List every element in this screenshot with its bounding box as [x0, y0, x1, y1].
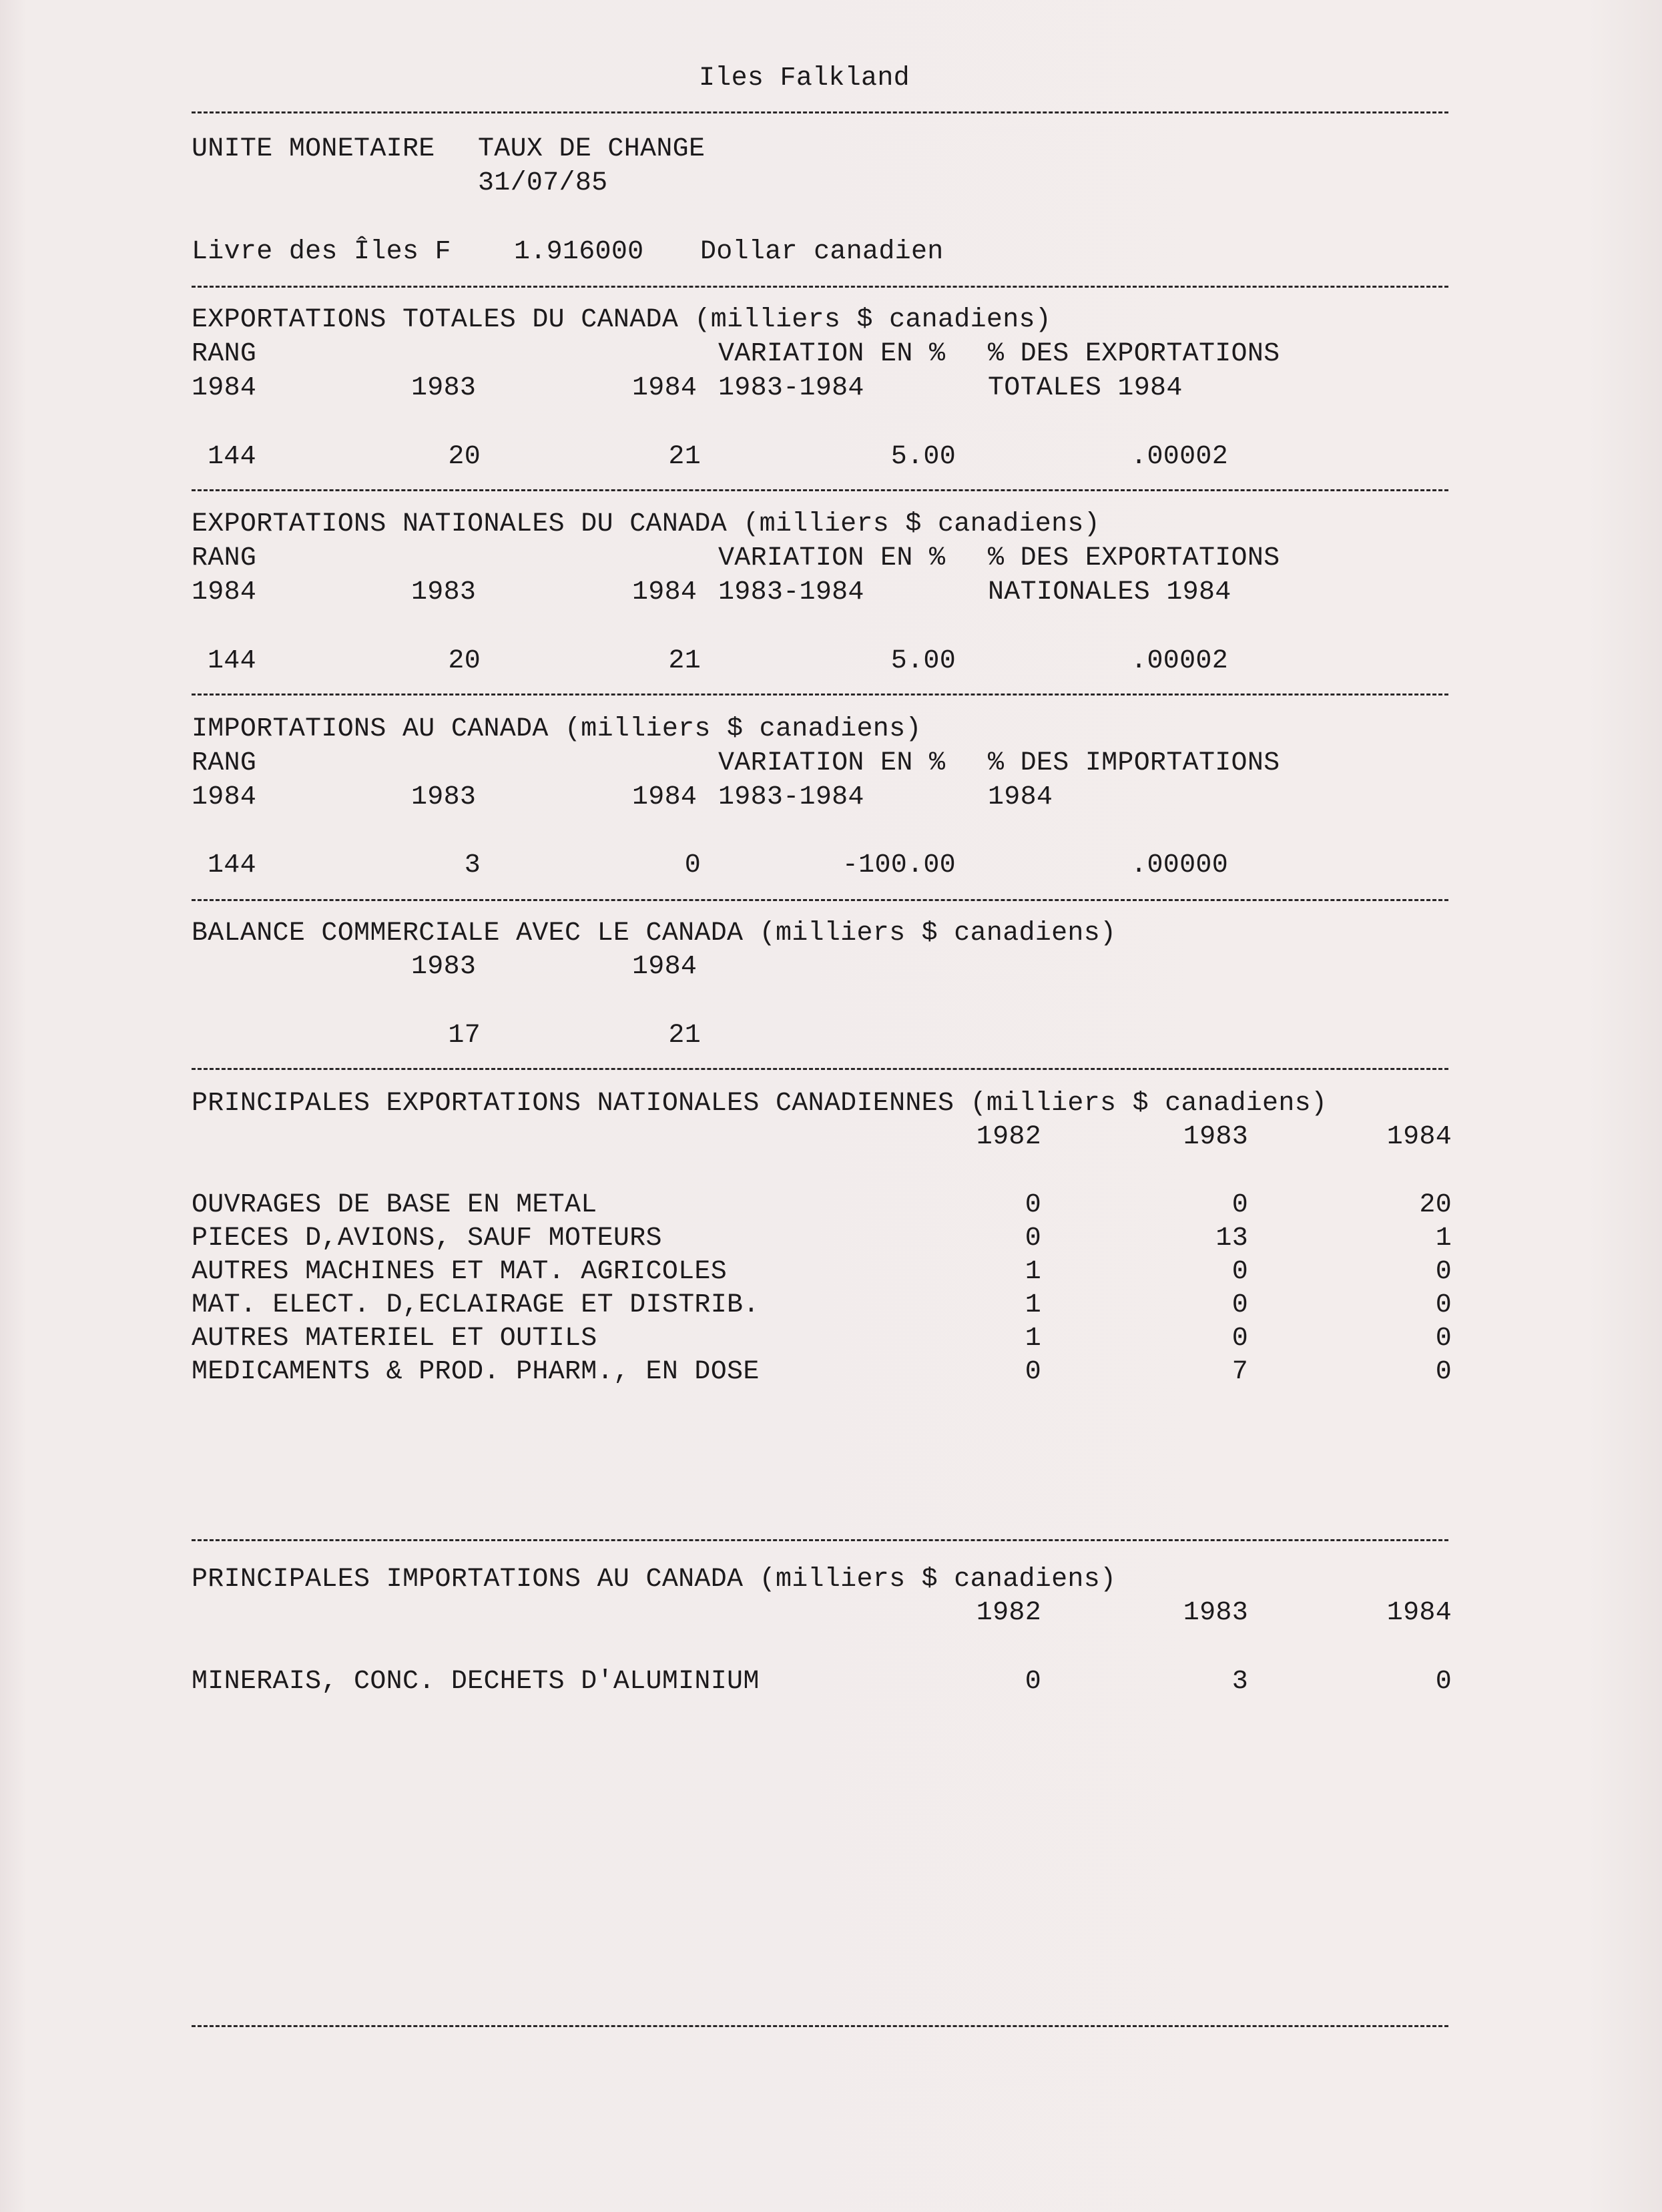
exchange-rate-date: 31/07/85: [478, 168, 608, 198]
value-1984: 21: [668, 646, 701, 676]
value-variation: 5.00: [890, 646, 956, 676]
export-item-1983: 0: [1231, 1290, 1248, 1320]
header-year: 1983: [411, 373, 477, 403]
header-year: 1984: [1386, 1598, 1452, 1628]
header-pct-detail: 1984: [988, 782, 1053, 812]
header-pct: % DES EXPORTATIONS: [988, 339, 1280, 369]
header-pct: % DES EXPORTATIONS: [988, 543, 1280, 573]
export-item-1982: 1: [1025, 1290, 1041, 1320]
header-year: 1983: [1183, 1598, 1248, 1628]
value-1984: 21: [668, 442, 701, 472]
header-pct: % DES IMPORTATIONS: [988, 748, 1280, 778]
header-year: 1983: [411, 952, 477, 982]
divider: [192, 111, 1448, 113]
value-1983: 20: [448, 646, 481, 676]
header-rang: RANG: [192, 339, 257, 369]
divider: [192, 1068, 1448, 1070]
header-period: 1983-1984: [718, 373, 864, 403]
export-item-label: AUTRES MATERIEL ET OUTILS: [192, 1324, 597, 1354]
import-item-1983: 3: [1231, 1667, 1248, 1697]
base-currency: Dollar canadien: [700, 237, 944, 267]
header-variation: VARIATION EN %: [718, 339, 946, 369]
value-rank: 144: [208, 646, 256, 676]
export-item-1982: 1: [1025, 1257, 1041, 1287]
value-rank: 144: [208, 850, 256, 880]
import-item-label: MINERAIS, CONC. DECHETS D'ALUMINIUM: [192, 1667, 760, 1697]
header-year: 1983: [411, 577, 477, 607]
currency-unit-label: UNITE MONETAIRE: [192, 134, 435, 164]
value-1984: 0: [684, 850, 701, 880]
section-heading-main-exports: PRINCIPALES EXPORTATIONS NATIONALES CANADIENNES (milliers $ canadiens): [192, 1089, 1328, 1119]
export-item-1984: 1: [1435, 1223, 1452, 1254]
export-item-1982: 0: [1025, 1190, 1041, 1220]
section-heading-balance: BALANCE COMMERCIALE AVEC LE CANADA (milliers $ canadiens): [192, 918, 1117, 948]
divider: [192, 489, 1448, 491]
value-pct: .00000: [1131, 850, 1228, 880]
exchange-rate-label: TAUX DE CHANGE: [478, 134, 706, 164]
header-year: 1983: [411, 782, 477, 812]
export-item-1983: 13: [1215, 1223, 1248, 1254]
value-variation: 5.00: [890, 442, 956, 472]
value-1983: 3: [464, 850, 481, 880]
export-item-1984: 20: [1419, 1190, 1452, 1220]
value-pct: .00002: [1131, 442, 1228, 472]
header-year: 1984: [1386, 1122, 1452, 1152]
header-year: 1982: [976, 1598, 1041, 1628]
divider: [192, 2025, 1448, 2027]
export-item-1982: 1: [1025, 1324, 1041, 1354]
export-item-label: AUTRES MACHINES ET MAT. AGRICOLES: [192, 1257, 728, 1287]
divider: [192, 1539, 1448, 1541]
divider: [192, 286, 1448, 288]
page-title: Iles Falkland: [699, 63, 910, 93]
export-item-1984: 0: [1435, 1257, 1452, 1287]
header-year: 1984: [632, 782, 698, 812]
header-year: 1984: [632, 373, 698, 403]
value-1983: 17: [448, 1021, 481, 1051]
export-item-1984: 0: [1435, 1357, 1452, 1387]
header-year: 1983: [1183, 1122, 1248, 1152]
section-heading-domestic-exports: EXPORTATIONS NATIONALES DU CANADA (milliers $ canadiens): [192, 509, 1101, 539]
value-pct: .00002: [1131, 646, 1228, 676]
exchange-rate-value: 1.916000: [514, 237, 644, 267]
section-heading-imports: IMPORTATIONS AU CANADA (milliers $ canadiens): [192, 714, 922, 744]
export-item-1983: 7: [1231, 1357, 1248, 1387]
currency-name: Livre des Îles F: [192, 237, 451, 267]
export-item-label: MAT. ELECT. D,ECLAIRAGE ET DISTRIB.: [192, 1290, 760, 1320]
export-item-1984: 0: [1435, 1290, 1452, 1320]
divider: [192, 899, 1448, 901]
export-item-1983: 0: [1231, 1190, 1248, 1220]
export-item-label: MEDICAMENTS & PROD. PHARM., EN DOSE: [192, 1357, 760, 1387]
header-pct-detail: NATIONALES 1984: [988, 577, 1231, 607]
header-year: 1984: [192, 782, 257, 812]
header-period: 1983-1984: [718, 577, 864, 607]
export-item-label: PIECES D,AVIONS, SAUF MOTEURS: [192, 1223, 662, 1254]
header-year: 1982: [976, 1122, 1041, 1152]
export-item-1982: 0: [1025, 1357, 1041, 1387]
section-heading-total-exports: EXPORTATIONS TOTALES DU CANADA (milliers $ canadiens): [192, 305, 1052, 335]
export-item-label: OUVRAGES DE BASE EN METAL: [192, 1190, 597, 1220]
header-variation: VARIATION EN %: [718, 543, 946, 573]
header-rang: RANG: [192, 748, 257, 778]
import-item-1984: 0: [1435, 1667, 1452, 1697]
header-year: 1984: [192, 373, 257, 403]
header-pct-detail: TOTALES 1984: [988, 373, 1183, 403]
value-1984: 21: [668, 1021, 701, 1051]
header-year: 1984: [632, 577, 698, 607]
header-year: 1984: [192, 577, 257, 607]
value-variation: -100.00: [842, 850, 956, 880]
import-item-1982: 0: [1025, 1667, 1041, 1697]
divider: [192, 694, 1448, 696]
header-rang: RANG: [192, 543, 257, 573]
export-item-1983: 0: [1231, 1324, 1248, 1354]
export-item-1983: 0: [1231, 1257, 1248, 1287]
header-year: 1984: [632, 952, 698, 982]
header-variation: VARIATION EN %: [718, 748, 946, 778]
export-item-1982: 0: [1025, 1223, 1041, 1254]
value-1983: 20: [448, 442, 481, 472]
value-rank: 144: [208, 442, 256, 472]
header-period: 1983-1984: [718, 782, 864, 812]
export-item-1984: 0: [1435, 1324, 1452, 1354]
section-heading-main-imports: PRINCIPALES IMPORTATIONS AU CANADA (milliers $ canadiens): [192, 1565, 1117, 1595]
